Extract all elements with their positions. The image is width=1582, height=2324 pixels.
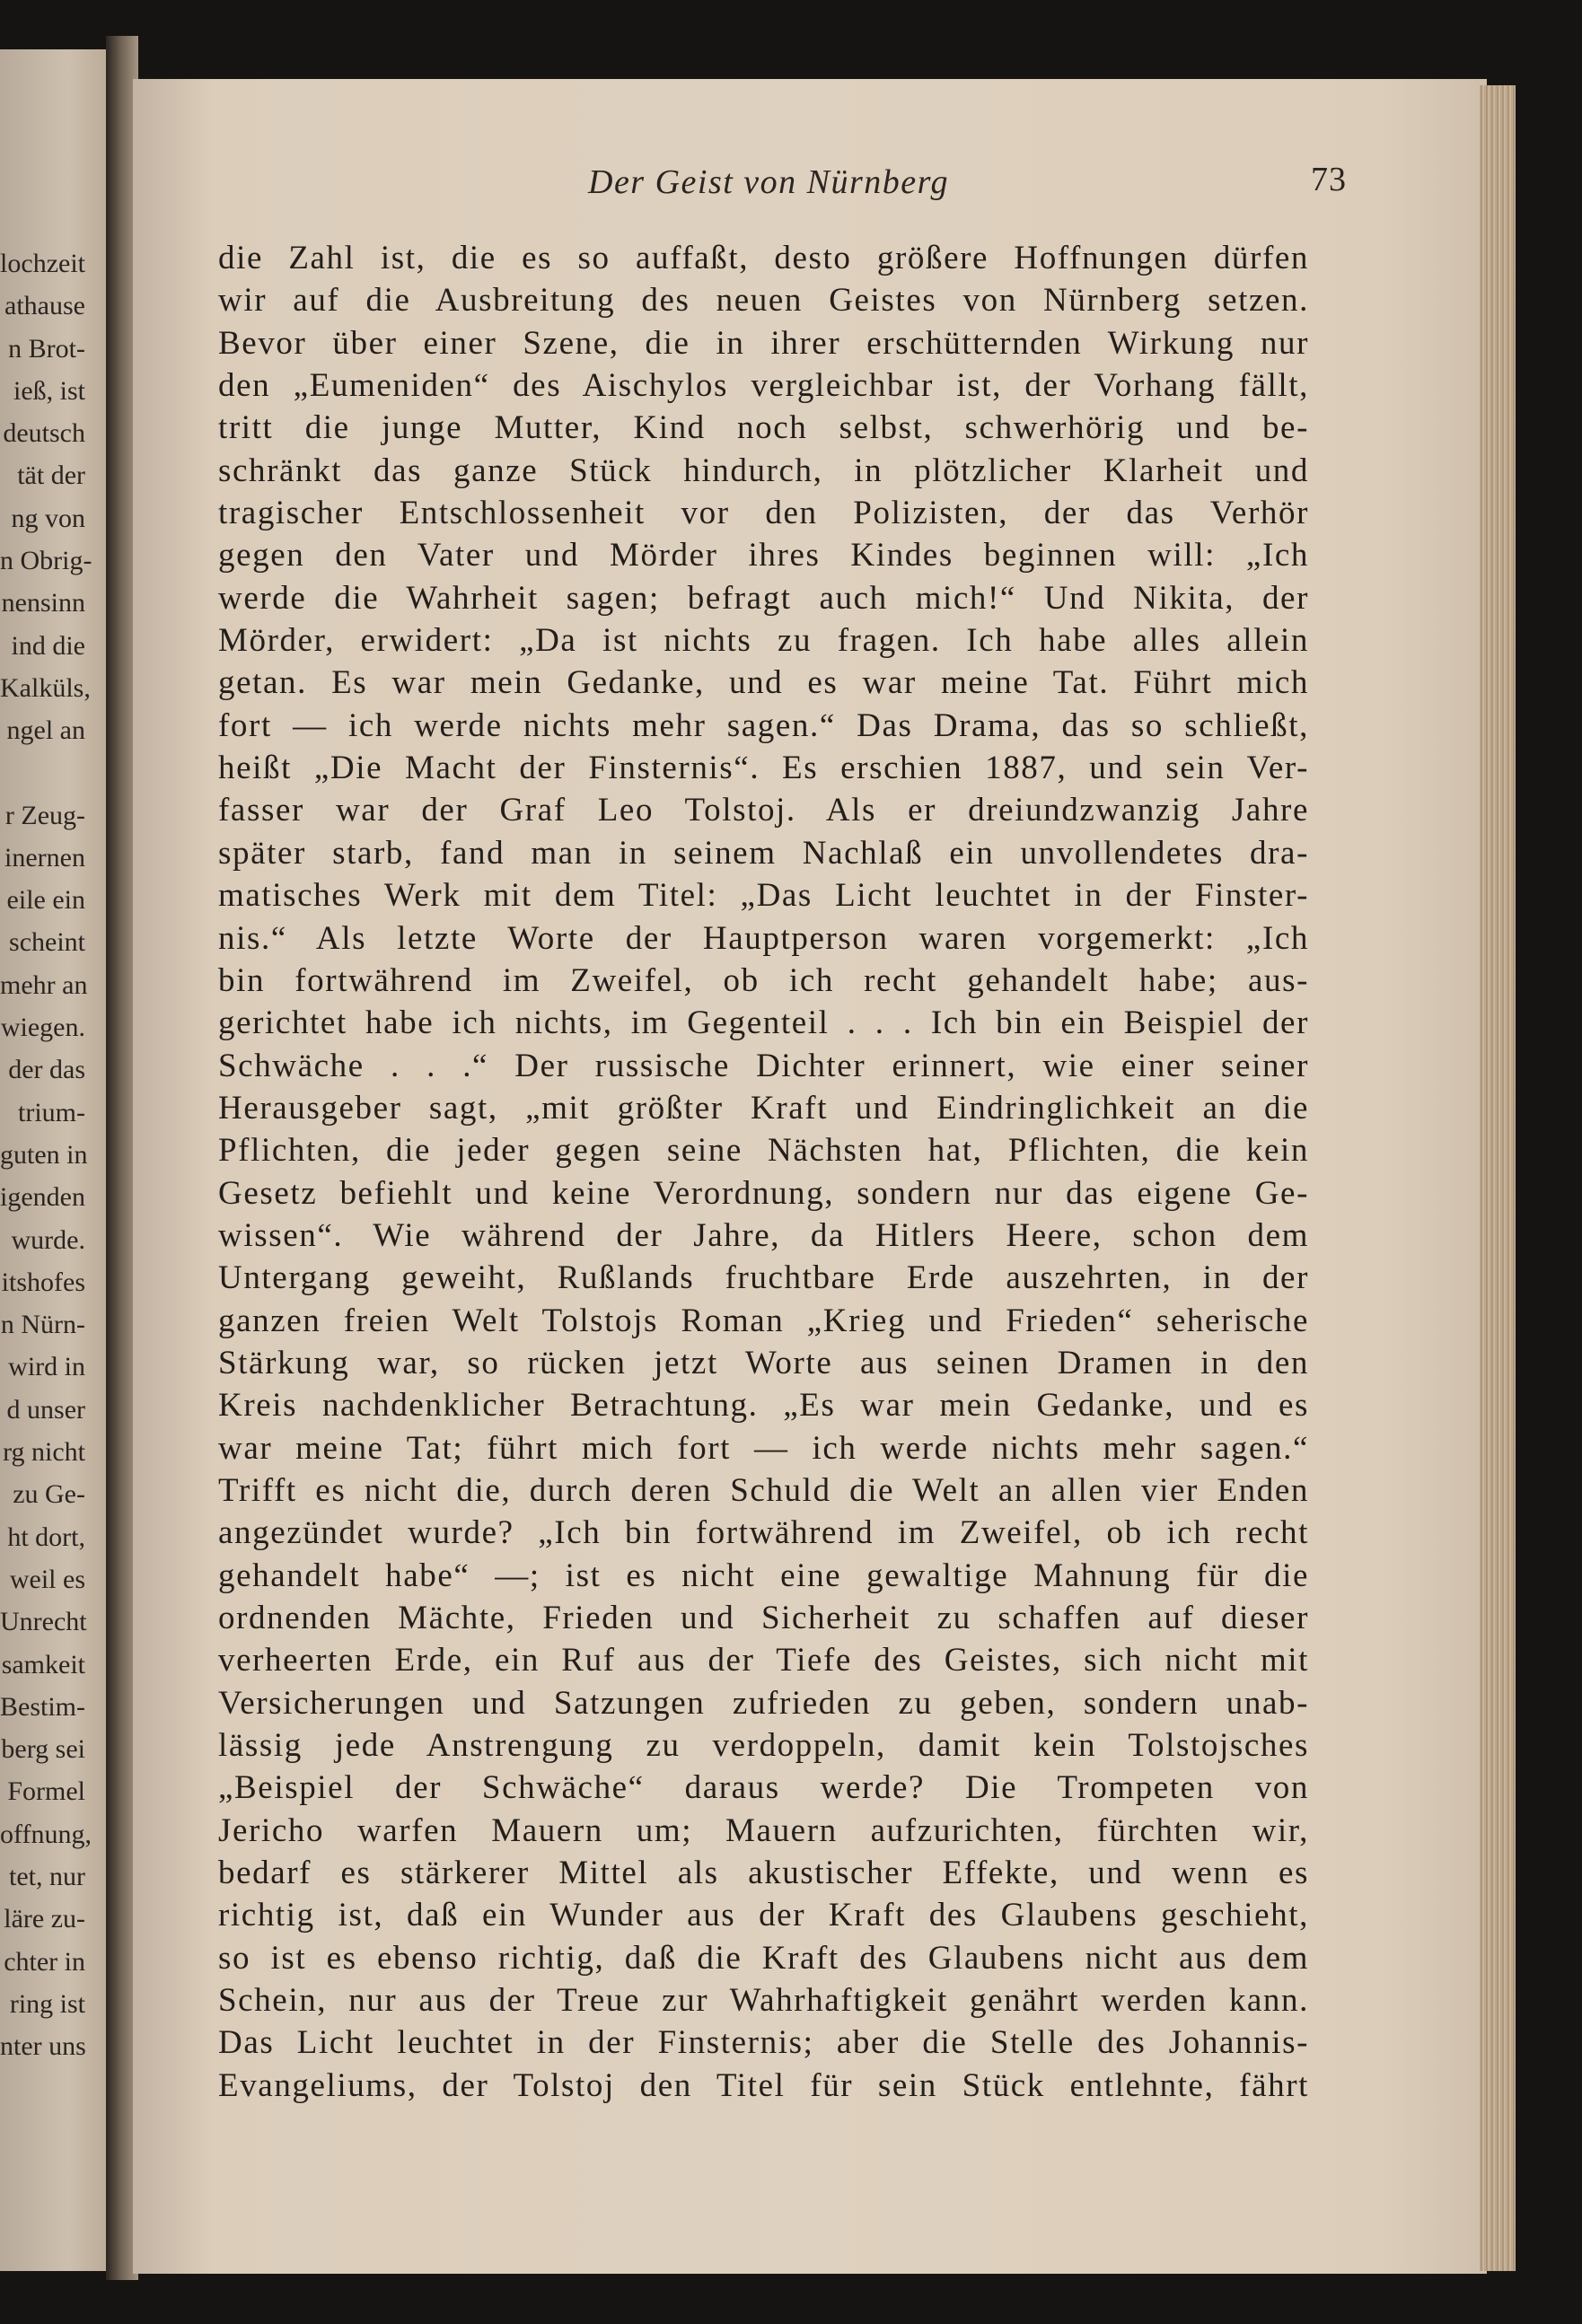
text-line: Stärkung war, so rücken jetzt Worte aus seinen Dramen in den	[218, 1344, 1309, 1381]
previous-page-line: offnung,	[0, 1819, 92, 1849]
text-line: angezündet wurde? „Ich bin fortwährend im Zweifel, ob ich recht	[218, 1514, 1309, 1552]
text-line: heißt „Die Macht der Finsternis“. Es erschien 1887, und sein Ver-	[218, 750, 1309, 787]
previous-page-line: deutsch	[3, 418, 85, 449]
previous-page-line: trium-	[18, 1097, 85, 1127]
previous-page-line: ht dort,	[7, 1522, 85, 1552]
text-line: gehandelt habe“ —; ist es nicht eine gewaltige Mahnung für die	[218, 1557, 1309, 1594]
previous-page-line: läre zu-	[4, 1904, 85, 1934]
text-line: Evangeliums, der Tolstoj den Titel für sein Stück entlehnte, fährt	[218, 2066, 1309, 2104]
text-line: ganzen freien Welt Tolstojs Roman „Krieg und Frieden“ seherische	[218, 1302, 1309, 1339]
previous-page-line: eile ein	[6, 885, 85, 916]
previous-page-line: ngel an	[6, 715, 85, 746]
previous-page-line: tät der	[17, 460, 85, 491]
previous-page-text	[0, 242, 112, 2067]
text-line: Das Licht leuchtet in der Finsternis; aber die Stelle des Johannis-	[218, 2024, 1309, 2062]
previous-page-line: ieß, ist	[13, 375, 85, 406]
previous-page-line: tet, nur	[9, 1861, 85, 1891]
text-line: tragischer Entschlossenheit vor den Polizisten, der das Verhör	[218, 495, 1309, 532]
text-line: tritt die junge Mutter, Kind noch selbst, schwerhörig und be-	[218, 409, 1309, 447]
text-line: werde die Wahrheit sagen; befragt auch mich!“ Und Nikita, der	[218, 579, 1309, 617]
text-line: „Beispiel der Schwäche“ daraus werde? Die Trompeten von	[218, 1769, 1309, 1807]
running-title: Der Geist von Nürnberg	[588, 163, 950, 201]
text-line: die Zahl ist, die es so auffaßt, desto größere Hoffnungen dürfen	[218, 240, 1309, 276]
page-number: 73	[1311, 161, 1347, 198]
text-line: fort — ich werde nichts mehr sagen.“ Das Drama, das so schließt,	[218, 706, 1309, 744]
text-line: bin fortwährend im Zweifel, ob ich recht gehandelt habe; aus-	[218, 961, 1309, 999]
previous-page-line: lochzeit	[0, 249, 85, 278]
previous-page-line: nensinn	[1, 588, 85, 618]
previous-page-line: Formel	[7, 1776, 85, 1807]
previous-page-line: ind die	[11, 630, 85, 661]
previous-page-line: n Brot-	[8, 333, 85, 364]
text-line: verheerten Erde, ein Ruf aus der Tiefe des Geistes, sich nicht mit	[218, 1642, 1309, 1679]
text-line: Gesetz befiehlt und keine Verordnung, sondern nur das eigene Ge-	[218, 1174, 1309, 1212]
text-line: fasser war der Graf Leo Tolstoj. Als er dreiundzwanzig Jahre	[218, 792, 1309, 829]
text-line: Pflichten, die jeder gegen seine Nächsten hat, Pflichten, die kein	[218, 1132, 1309, 1170]
previous-page-line: d unser	[6, 1394, 85, 1425]
text-line: wissen“. Wie während der Jahre, da Hitlers Heere, schon dem	[218, 1216, 1309, 1254]
previous-page-line: samkeit	[1, 1649, 85, 1679]
text-line: Trifft es nicht die, durch deren Schuld die Welt an allen vier Enden	[218, 1471, 1309, 1509]
text-line: ordnenden Mächte, Frieden und Sicherheit zu schaffen auf dieser	[218, 1600, 1309, 1636]
previous-page-line: athause	[4, 291, 85, 321]
previous-page-line: inernen	[4, 842, 85, 873]
previous-page-line: ring ist	[9, 1988, 85, 2019]
previous-page-line: n Nürn-	[0, 1310, 85, 1340]
previous-page-line: wiegen.	[0, 1013, 85, 1043]
text-line: den „Eumeniden“ des Aischylos vergleichbar ist, der Vorhang fällt,	[218, 367, 1309, 405]
previous-page-line: berg sei	[1, 1734, 85, 1765]
previous-page-line: r Zeug-	[4, 800, 85, 830]
body-text	[218, 237, 1309, 2107]
previous-page-line	[0, 752, 112, 794]
text-line: Mörder, erwidert: „Da ist nichts zu fragen. Ich habe alles allein	[218, 622, 1309, 660]
previous-page-line: rg nicht	[3, 1437, 85, 1468]
previous-page-line: mehr an	[0, 969, 88, 1000]
previous-page-line: der das	[8, 1055, 85, 1085]
text-line: Schein, nur aus der Treue zur Wahrhaftigkeit genährt werden kann.	[218, 1982, 1309, 2020]
previous-page-line: Unrecht	[0, 1607, 87, 1637]
text-line: nis.“ Als letzte Worte der Hauptperson waren vorgemerkt: „Ich	[218, 919, 1309, 957]
previous-page	[0, 49, 112, 2271]
text-line: so ist es ebenso richtig, daß die Kraft des Glaubens nicht aus dem	[218, 1939, 1309, 1977]
text-line: Kreis nachdenklicher Betrachtung. „Es war mein Gedanke, und es	[218, 1387, 1309, 1425]
running-head	[449, 162, 1392, 207]
text-line: wir auf die Ausbreitung des neuen Geistes von Nürnberg setzen.	[218, 282, 1309, 320]
text-line: bedarf es stärkerer Mittel als akustischer Effekte, und wenn es	[218, 1855, 1309, 1892]
previous-page-line: n Obrig-	[0, 546, 92, 576]
previous-page-line: itshofes	[1, 1267, 85, 1297]
text-line: Jericho warfen Mauern um; Mauern aufzurichten, fürchten wir,	[218, 1811, 1309, 1849]
previous-page-line: guten in	[0, 1139, 88, 1170]
text-line: richtig ist, daß ein Wunder aus der Kraft des Glaubens geschieht,	[218, 1897, 1309, 1934]
previous-page-line: nter uns	[0, 2031, 86, 2062]
text-line: Bevor über einer Szene, die in ihrer erschütternden Wirkung nur	[218, 324, 1309, 362]
previous-page-line: ng von	[11, 503, 85, 533]
previous-page-line: weil es	[9, 1564, 85, 1594]
text-line: war meine Tat; führt mich fort — ich werde nichts mehr sagen.“	[218, 1429, 1309, 1467]
previous-page-line: zu Ge-	[13, 1479, 85, 1510]
previous-page-line: Kalküls,	[0, 672, 91, 703]
text-line: später starb, fand man in seinem Nachlaß ein unvollendetes dra-	[218, 834, 1309, 872]
text-line: getan. Es war mein Gedanke, und es war meine Tat. Führt mich	[218, 664, 1309, 702]
previous-page-line: wird in	[8, 1352, 85, 1382]
text-line: lässig jede Anstrengung zu verdoppeln, damit kein Tolstojsches	[218, 1727, 1309, 1765]
text-line: Schwäche . . .“ Der russische Dichter erinnert, wie einer seiner	[218, 1047, 1309, 1084]
text-line: Untergang geweiht, Rußlands fruchtbare Erde auszehrten, in der	[218, 1259, 1309, 1297]
text-line: gegen den Vater und Mörder ihres Kindes beginnen will: „Ich	[218, 537, 1309, 574]
text-line: Herausgeber sagt, „mit größter Kraft und Eindringlichkeit an die	[218, 1089, 1309, 1127]
text-line: schränkt das ganze Stück hindurch, in plötzlicher Klarheit und	[218, 452, 1309, 489]
text-line: matisches Werk mit dem Titel: „Das Licht leuchtet in der Finster-	[218, 877, 1309, 915]
previous-page-line: chter in	[4, 1946, 85, 1977]
previous-page-line: igenden	[0, 1182, 85, 1213]
text-line: gerichtet habe ich nichts, im Gegenteil . . . Ich bin ein Beispiel der	[218, 1004, 1309, 1042]
text-line: Versicherungen und Satzungen zufrieden zu geben, sondern unab-	[218, 1684, 1309, 1722]
page-edges	[1480, 85, 1516, 2271]
previous-page-line: scheint	[9, 927, 85, 958]
previous-page-line: wurde.	[11, 1224, 85, 1255]
previous-page-line: Bestim-	[0, 1691, 85, 1722]
